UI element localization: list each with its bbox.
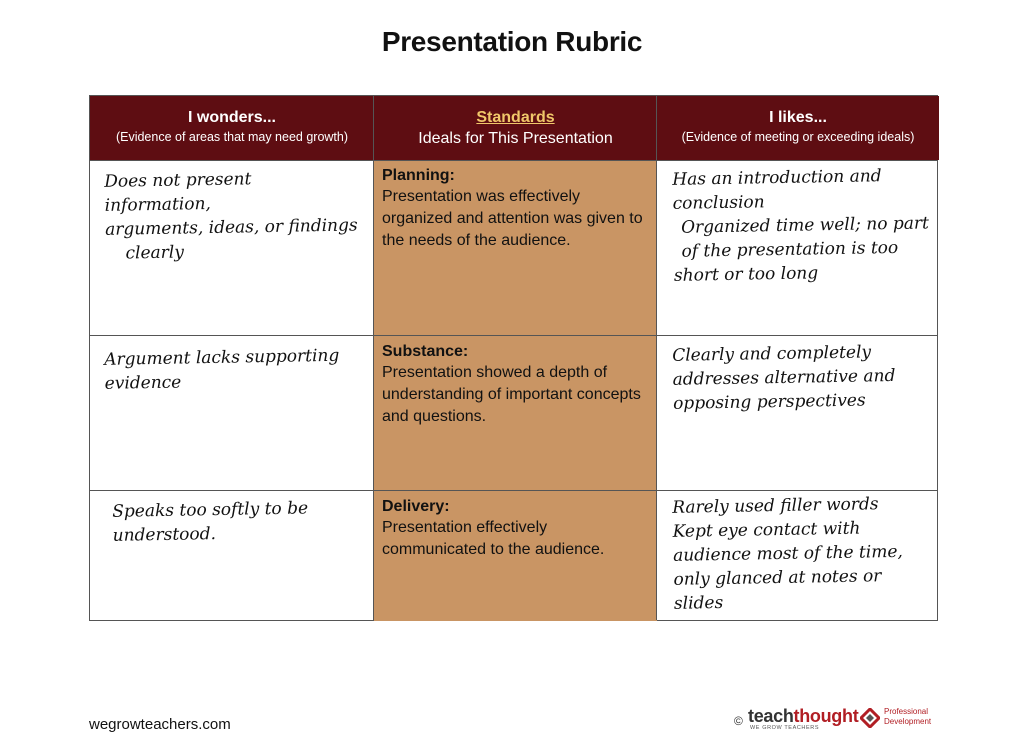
standard-planning bbox=[374, 162, 657, 256]
like-note-substance bbox=[664, 335, 937, 420]
brand-name bbox=[748, 706, 858, 727]
header-likes-subtitle: (Evidence of meeting or exceeding ideals) bbox=[681, 130, 915, 144]
handwritten-line: clearly bbox=[125, 242, 185, 264]
brand-name-part1: teach bbox=[748, 706, 794, 726]
standard-description: Presentation was effectively organized and attention was given to the needs of the audience. bbox=[382, 188, 643, 249]
handwritten-line: Argument lacks supporting bbox=[104, 345, 340, 370]
teachthought-logo bbox=[734, 706, 944, 732]
header-standards bbox=[374, 96, 657, 160]
standard-title: Delivery: bbox=[382, 498, 450, 515]
handwritten-line: Rarely used filler words bbox=[672, 494, 879, 518]
standard-description: Presentation effectively communicated to the audience. bbox=[382, 519, 605, 558]
handwritten-line: understood. bbox=[112, 524, 217, 546]
header-standards-subtitle: Ideals for This Presentation bbox=[418, 130, 613, 147]
brand-tagline: WE GROW TEACHERS bbox=[750, 725, 820, 731]
brand-subtitle-line2: Development bbox=[884, 717, 932, 726]
standard-title: Planning: bbox=[382, 167, 455, 184]
header-wonders-title: I wonders... bbox=[187, 109, 276, 126]
standard-description: Presentation showed a depth of understanding of important concepts and questions. bbox=[382, 364, 641, 425]
handwritten-line: Kept eye contact with bbox=[672, 518, 861, 542]
website-url: wegrowteachers.com bbox=[89, 716, 231, 733]
header-wonders-subtitle: (Evidence of areas that may need growth) bbox=[115, 130, 349, 144]
handwritten-line: evidence bbox=[104, 372, 182, 394]
header-likes-title: I likes... bbox=[769, 109, 827, 126]
handwritten-line: conclusion bbox=[672, 192, 765, 214]
wonder-note-planning bbox=[96, 161, 372, 270]
header-likes bbox=[657, 96, 939, 160]
standard-title: Substance: bbox=[382, 343, 469, 360]
brand-mark-icon bbox=[860, 708, 880, 728]
handwritten-line: addresses alternative and bbox=[672, 365, 896, 390]
page-title: Presentation Rubric bbox=[381, 26, 643, 57]
wonder-note-delivery bbox=[104, 491, 371, 552]
standard-substance bbox=[374, 338, 657, 432]
brand-subtitle-line1: Professional bbox=[884, 707, 929, 716]
like-note-planning bbox=[664, 159, 938, 292]
handwritten-line: short or too long bbox=[673, 263, 819, 286]
wonder-note-substance bbox=[96, 339, 371, 400]
brand-name-part2: thought bbox=[793, 706, 859, 726]
brand-subtitle bbox=[884, 707, 931, 727]
like-note-delivery bbox=[664, 487, 938, 620]
header-standards-title: Standards bbox=[476, 109, 555, 126]
handwritten-line: opposing perspectives bbox=[672, 390, 866, 414]
handwritten-line: Organized time well; no part bbox=[680, 213, 930, 238]
handwritten-line: Clearly and completely bbox=[672, 342, 872, 366]
standard-delivery bbox=[374, 493, 657, 565]
handwritten-line: arguments, ideas, or findings bbox=[104, 215, 358, 240]
handwritten-line: Does not present information, bbox=[104, 169, 252, 216]
handwritten-line: Has an introduction and bbox=[672, 166, 882, 190]
handwritten-line: only glanced at notes or slides bbox=[673, 566, 882, 614]
handwritten-line: Speaks too softly to be bbox=[112, 498, 309, 522]
rubric-table bbox=[89, 95, 938, 621]
header-wonders bbox=[90, 96, 374, 160]
row-divider bbox=[90, 335, 937, 336]
copyright-symbol: © bbox=[734, 714, 743, 728]
handwritten-line: of the presentation is too bbox=[681, 237, 899, 262]
handwritten-line: audience most of the time, bbox=[672, 541, 904, 566]
